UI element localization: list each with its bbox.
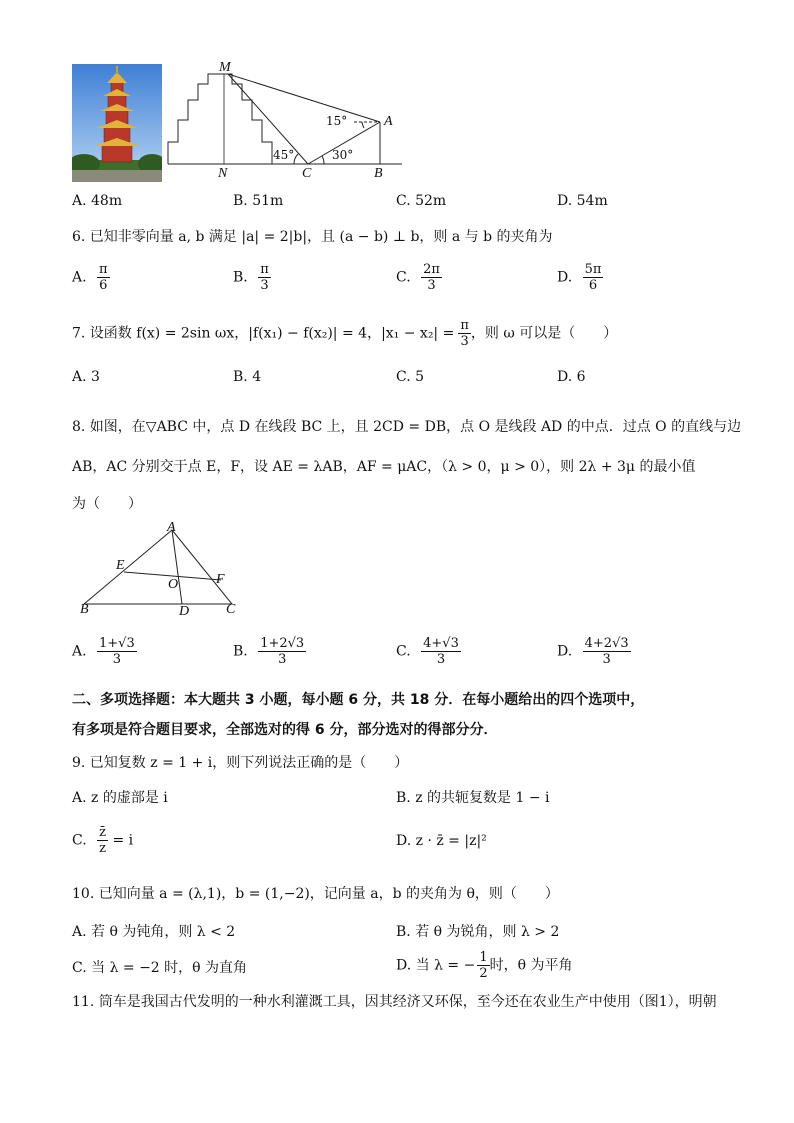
frac-den: 6 <box>99 278 108 293</box>
frac-den: 3 <box>436 652 446 667</box>
label-E: E <box>116 558 125 573</box>
q9-option-a[interactable]: A. z 的虚部是 i <box>72 790 168 806</box>
frac-num: π <box>460 318 469 333</box>
q7-option-a[interactable]: A. 3 <box>72 369 100 385</box>
q7-stem-part-b: ，则 ω 可以是（ ） <box>470 325 618 342</box>
section-2-heading-line-1: 二、多项选择题：本大题共 3 小题，每小题 6 分，共 18 分．在每小题给出的四个选项中， <box>72 692 645 708</box>
frac-den: z <box>99 841 106 856</box>
q8-stem-line-3: 为（ ） <box>72 496 142 512</box>
q8-option-a[interactable] <box>72 636 137 667</box>
frac-num: 4+√3 <box>423 636 459 651</box>
q9-stem: 9. 已知复数 z = 1 + i，则下列说法正确的是（ ） <box>72 755 409 771</box>
option-tail: = i <box>112 832 134 849</box>
q10-option-a[interactable]: A. 若 θ 为钝角，则 λ < 2 <box>72 924 236 940</box>
q7-option-d[interactable]: D. 6 <box>557 369 586 385</box>
q5-option-c[interactable]: C. 52m <box>396 193 447 209</box>
frac-num: 5π <box>584 262 602 277</box>
q7-option-b[interactable]: B. 4 <box>233 369 262 385</box>
label-angle-30: 30° <box>332 148 354 162</box>
q10-stem: 10. 已知向量 a = (λ,1)，b = (1,−2)，记向量 a，b 的夹角为 θ，则（ ） <box>72 886 559 902</box>
label-B: B <box>374 166 383 181</box>
option-text-a: D. 当 λ = − <box>396 957 476 974</box>
frac-num: 1+√3 <box>99 636 135 651</box>
q8-stem-line-2: AB，AC 分别交于点 E，F，设 AE = λAB，AF = μAC，（λ > 0，μ > 0），则 2λ + 3μ 的最小值 <box>72 459 696 475</box>
frac-den: 3 <box>602 652 611 667</box>
q7-stem-part-a: 7. 设函数 f(x) = 2sin ωx，|f(x₁) − f(x₂)| = 4，|x₁ − x₂| = <box>72 325 455 342</box>
label-A: A <box>384 114 393 129</box>
option-letter: D. <box>557 269 573 286</box>
option-text-b: 时，θ 为平角 <box>489 957 573 974</box>
q10-option-b[interactable]: B. 若 θ 为锐角，则 λ > 2 <box>396 924 560 940</box>
option-letter: A. <box>72 269 87 286</box>
q7-stem <box>72 318 617 349</box>
q6-option-c[interactable] <box>396 262 442 293</box>
q6-option-a[interactable] <box>72 262 110 293</box>
q5-option-d[interactable]: D. 54m <box>557 193 608 209</box>
label-M: M <box>219 60 231 75</box>
frac-den: 2 <box>479 966 488 981</box>
option-letter: D. <box>557 643 573 660</box>
q10-option-d[interactable] <box>396 950 572 981</box>
q9-option-b[interactable]: B. z 的共轭复数是 1 − i <box>396 790 550 806</box>
tower-geometry-diagram <box>162 60 412 184</box>
label-A: A <box>167 520 176 535</box>
q9-option-c[interactable] <box>72 825 133 856</box>
triangle-diagram <box>76 520 246 620</box>
frac-num: π <box>99 262 108 277</box>
q8-option-d[interactable] <box>557 636 631 667</box>
q9-option-d[interactable]: D. z · z̄ = |z|² <box>396 833 487 849</box>
frac-num: 1+2√3 <box>260 636 305 651</box>
q6-option-b[interactable] <box>233 262 271 293</box>
q5-option-a[interactable]: A. 48m <box>72 193 123 209</box>
option-letter: A. <box>72 643 87 660</box>
frac-den: 3 <box>260 278 269 293</box>
frac-num: π <box>260 262 269 277</box>
frac-num: 1 <box>479 950 488 965</box>
section-2-heading-line-2: 有多项是符合题目要求，全部选对的得 6 分，部分选对的得部分分． <box>72 722 498 738</box>
q6-option-d[interactable] <box>557 262 603 293</box>
option-letter: C. <box>396 643 411 660</box>
q8-option-b[interactable] <box>233 636 306 667</box>
q6-stem: 6. 已知非零向量 a, b 满足 |a| = 2|b|，且 (a − b) ⊥ b，则 a 与 b 的夹角为 <box>72 229 553 245</box>
option-letter: B. <box>233 643 248 660</box>
label-D: D <box>179 604 190 619</box>
frac-num: z̄ <box>99 825 106 840</box>
label-C: C <box>226 602 236 617</box>
frac-num: 4+2√3 <box>584 636 629 651</box>
label-angle-15: 15° <box>326 114 348 128</box>
q10-option-c[interactable]: C. 当 λ = −2 时，θ 为直角 <box>72 960 248 976</box>
label-F: F <box>216 572 225 587</box>
option-letter: B. <box>233 269 248 286</box>
label-C: C <box>302 166 312 181</box>
label-N: N <box>218 166 228 181</box>
q5-option-b[interactable]: B. 51m <box>233 193 284 209</box>
frac-den: 3 <box>460 334 469 349</box>
q8-option-c[interactable] <box>396 636 461 667</box>
label-angle-45: 45° <box>273 148 295 162</box>
frac-den: 3 <box>427 278 436 293</box>
frac-num: 2π <box>423 262 440 277</box>
frac-den: 3 <box>112 652 122 667</box>
label-B: B <box>80 602 89 617</box>
q11-stem: 11. 筒车是我国古代发明的一种水利灌溉工具，因其经济又环保，至今还在农业生产中使用（图1），明朝 <box>72 994 717 1010</box>
q7-option-c[interactable]: C. 5 <box>396 369 425 385</box>
option-letter: C. <box>396 269 411 286</box>
q8-stem-line-1: 8. 如图，在▽ABC 中，点 D 在线段 BC 上，且 2CD = DB，点 O 是线段 AD 的中点．过点 O 的直线与边 <box>72 419 742 435</box>
frac-den: 3 <box>278 652 287 667</box>
frac-den: 6 <box>588 278 598 293</box>
tower-photo <box>72 64 162 182</box>
option-letter: C. <box>72 832 87 849</box>
label-O: O <box>168 577 179 592</box>
